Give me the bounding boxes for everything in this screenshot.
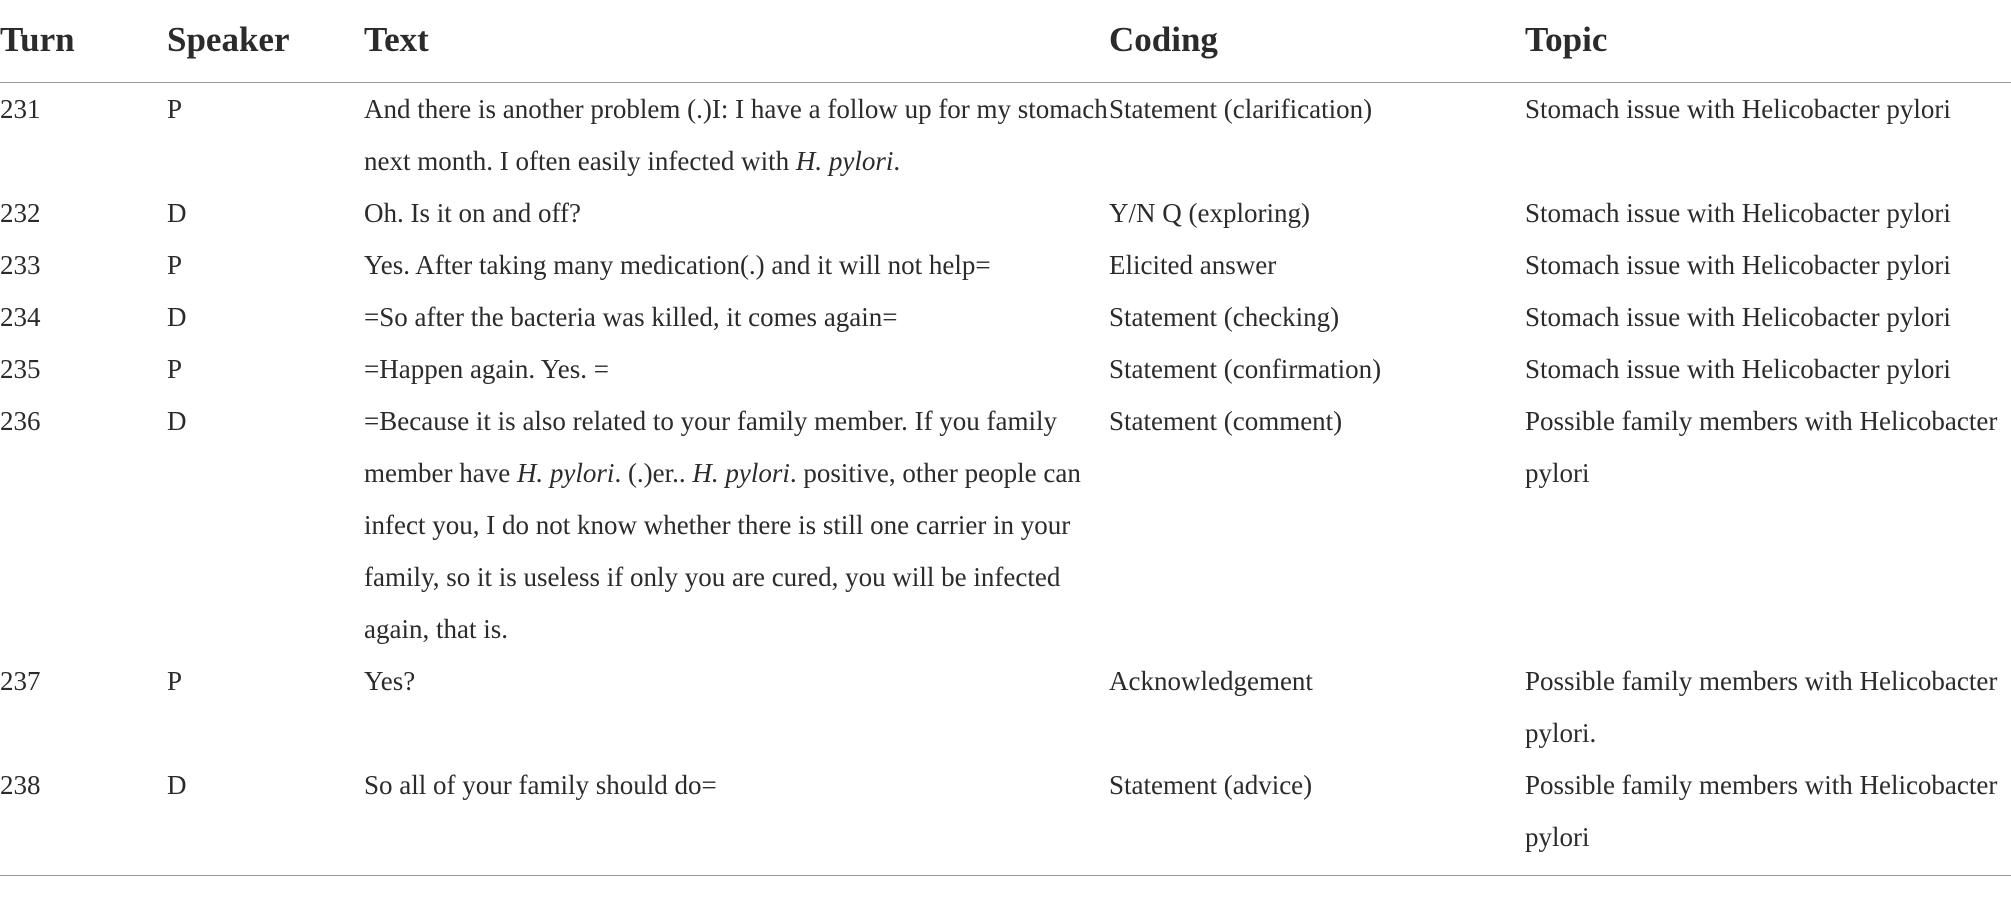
- text-segment-italic: H. pylori: [795, 146, 894, 176]
- cell-topic: Stomach issue with Helicobacter pylori: [1525, 354, 1951, 384]
- cell-topic: Stomach issue with Helicobacter pylori: [1525, 198, 1951, 228]
- cell-turn: 231: [0, 94, 41, 124]
- table-row: [0, 395, 2011, 655]
- table-row: [0, 187, 2011, 239]
- text-segment: Oh. Is it on and off?: [364, 198, 581, 228]
- table-body: [0, 83, 2011, 876]
- text-segment: =Happen again. Yes. =: [364, 354, 609, 384]
- text-segment: =Because it is also related to your family member. If you family member have: [364, 406, 1058, 488]
- header-coding-label: Coding: [1109, 20, 1218, 59]
- header-text: [364, 0, 1109, 83]
- cell-text: [364, 83, 1109, 188]
- table-row: [0, 343, 2011, 395]
- cell-text: [364, 655, 1109, 759]
- cell-text: [364, 187, 1109, 239]
- cell-speaker: P: [167, 250, 183, 280]
- text-segment: Yes?: [364, 666, 416, 696]
- cell-text: [364, 395, 1109, 655]
- text-segment: . (.)er..: [614, 458, 693, 488]
- cell-coding: Acknowledgement: [1109, 666, 1313, 696]
- cell-speaker: P: [167, 354, 183, 384]
- cell-turn: 237: [0, 666, 41, 696]
- cell-coding: Statement (comment): [1109, 406, 1343, 436]
- cell-text: [364, 291, 1109, 343]
- text-segment: .: [893, 146, 901, 176]
- cell-topic: Stomach issue with Helicobacter pylori: [1525, 94, 1951, 124]
- cell-speaker: D: [167, 302, 187, 332]
- header-turn: [0, 0, 167, 83]
- header-turn-label: Turn: [0, 20, 75, 59]
- cell-coding: Y/N Q (exploring): [1109, 198, 1310, 228]
- cell-coding: Statement (confirmation): [1109, 354, 1382, 384]
- cell-turn: 235: [0, 354, 41, 384]
- cell-turn: 233: [0, 250, 41, 280]
- cell-turn: 232: [0, 198, 41, 228]
- header-speaker-label: Speaker: [167, 20, 290, 59]
- table-header: [0, 0, 2011, 83]
- text-segment: So all of your family should do=: [364, 770, 717, 800]
- cell-topic: Possible family members with Helicobacter pylori.: [1525, 666, 1998, 748]
- cell-coding: Statement (advice): [1109, 759, 1525, 876]
- text-segment: . positive, other people can infect you, I do not know whether there is still one carrier in your family, so it is useless if only you are cured, you will be infected again, that is.: [364, 458, 1081, 644]
- cell-text: [364, 759, 1109, 876]
- text-segment: And there is another problem (.)I: I have a follow up for my stomach next month. I often easily infected with: [364, 94, 1108, 176]
- cell-topic: Possible family members with Helicobacter pylori: [1525, 759, 2011, 876]
- text-segment: Yes. After taking many medication(.) and it will not help=: [364, 250, 991, 280]
- cell-topic: Possible family members with Helicobacter pylori: [1525, 406, 1998, 488]
- cell-coding: Statement (checking): [1109, 302, 1340, 332]
- text-segment: =So after the bacteria was killed, it comes again=: [364, 302, 898, 332]
- cell-speaker: D: [167, 406, 187, 436]
- table-row: [0, 291, 2011, 343]
- cell-speaker: P: [167, 666, 183, 696]
- cell-turn: 238: [0, 759, 167, 876]
- header-coding: [1109, 0, 1525, 83]
- header-topic-label: Topic: [1525, 20, 1608, 59]
- table-row: [0, 655, 2011, 759]
- cell-coding: Elicited answer: [1109, 250, 1277, 280]
- cell-coding: Statement (clarification): [1109, 94, 1373, 124]
- cell-speaker: D: [167, 759, 364, 876]
- cell-topic: Stomach issue with Helicobacter pylori: [1525, 302, 1951, 332]
- header-speaker: [167, 0, 364, 83]
- table-row: [0, 83, 2011, 188]
- cell-text: [364, 239, 1109, 291]
- header-row: [0, 0, 2011, 83]
- text-segment-italic: H. pylori: [692, 458, 790, 488]
- cell-topic: Stomach issue with Helicobacter pylori: [1525, 250, 1951, 280]
- text-segment-italic: H. pylori: [516, 458, 615, 488]
- cell-speaker: P: [167, 94, 183, 124]
- table-row: [0, 759, 2011, 876]
- cell-turn: 234: [0, 302, 41, 332]
- header-topic: [1525, 0, 2011, 83]
- table-row: [0, 239, 2011, 291]
- cell-turn: 236: [0, 406, 41, 436]
- cell-text: [364, 343, 1109, 395]
- header-text-label: Text: [364, 20, 429, 59]
- cell-speaker: D: [167, 198, 187, 228]
